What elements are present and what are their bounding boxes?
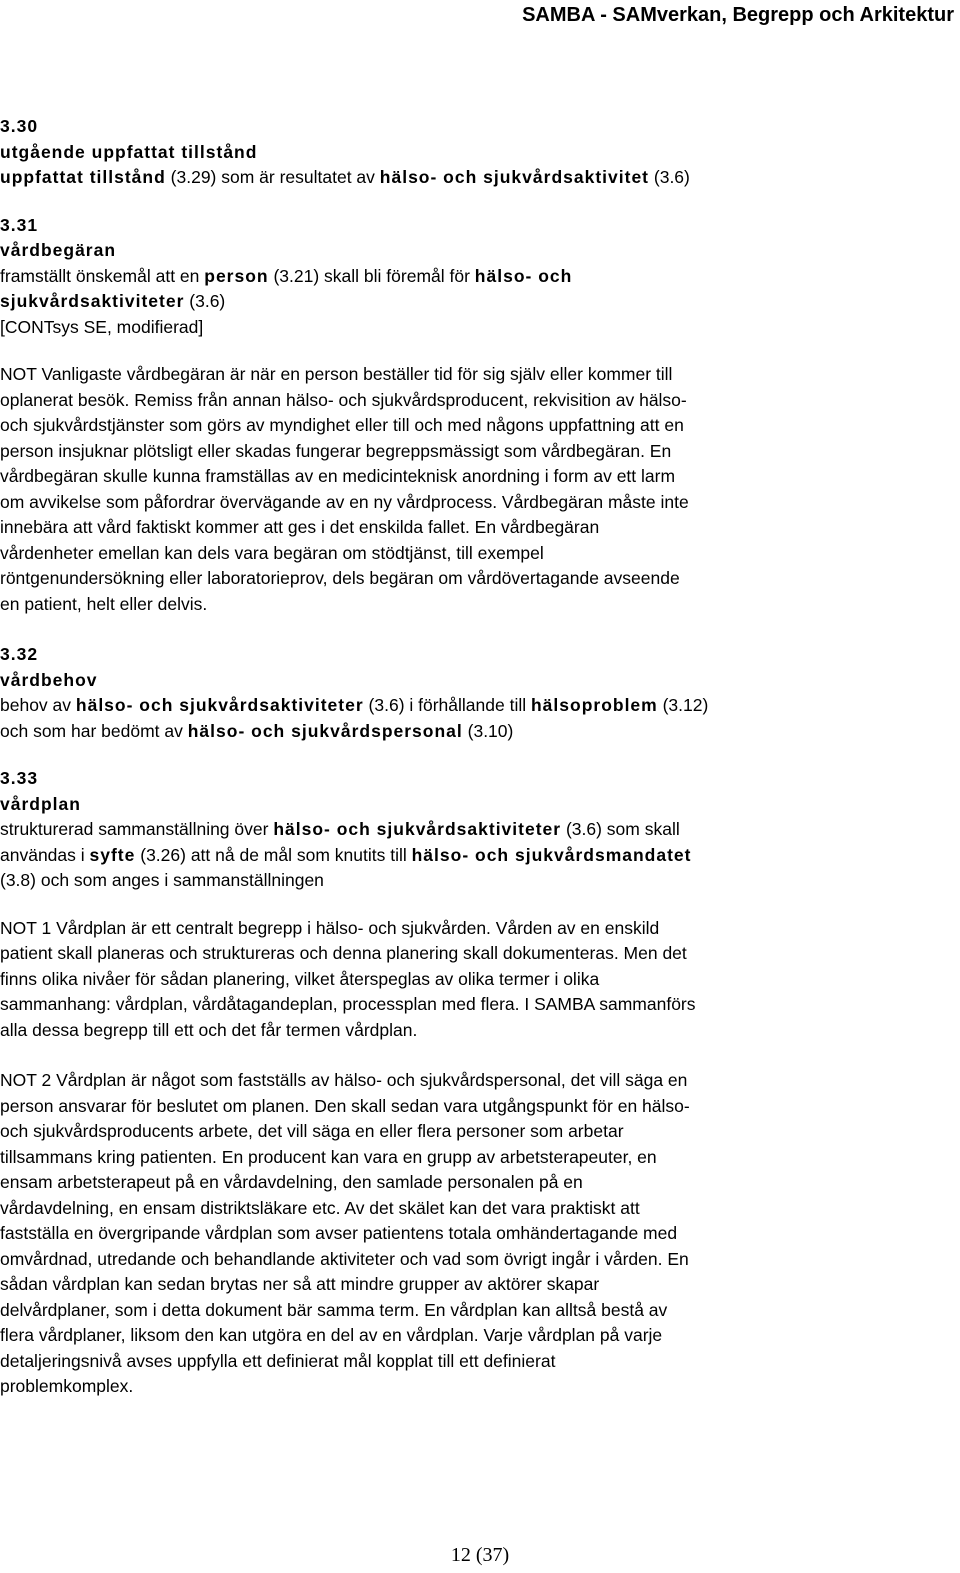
note-line: sammanhang: vårdplan, vårdåtagandeplan, processplan med flera. I SAMBA sammanförs <box>0 994 696 1014</box>
term-number: 3.32 <box>0 644 39 664</box>
definition-line <box>0 719 952 745</box>
term-reference: hälso- och sjukvårdsaktivitet <box>379 167 650 187</box>
note-line: NOT 2 Vårdplan är något som fastställs av hälso- och sjukvårdspersonal, det vill säga en <box>0 1070 688 1090</box>
note-line: en patient, helt eller delvis. <box>0 593 208 614</box>
term-number: 3.31 <box>0 214 39 235</box>
term-entry <box>0 766 952 894</box>
definition-text: (3.6) som skall <box>561 819 680 839</box>
page-number: 12 (37) <box>450 1544 510 1566</box>
note-line: finns olika nivåer för sådan planering, vilket återspeglas av olika termer i olika <box>0 968 600 989</box>
note-line: NOT Vanligaste vårdbegäran är när en person beställer tid för sig själv eller kommer till <box>0 364 673 384</box>
term-heading: utgående uppfattat tillstånd <box>0 141 258 162</box>
term-note <box>0 1068 952 1400</box>
note-line: tillsammans kring patienten. En producent kan vara en grupp av arbetsterapeuter, en <box>0 1146 657 1167</box>
term-reference: hälso- och sjukvårdsaktiviteter <box>273 819 562 839</box>
definition-text: (3.21) skall bli föremål för <box>268 265 475 286</box>
definition-line <box>0 868 952 894</box>
definition-line <box>0 289 952 315</box>
term-reference: uppfattat tillstånd <box>0 167 166 187</box>
term-heading: vårdbehov <box>0 669 98 690</box>
definition-text: [CONTsys SE, modifierad] <box>0 316 204 337</box>
note-line: vårdbegäran skulle kunna framställas av en medicinteknisk anordning i form av ett larm <box>0 466 676 486</box>
definition-text: behov av <box>0 695 76 715</box>
definition-text: (3.6) <box>184 291 226 311</box>
term-number: 3.33 <box>0 768 39 788</box>
definition-line <box>0 693 952 719</box>
note-line: problemkomplex. <box>0 1376 134 1396</box>
definition-text: framställt önskemål att en <box>0 265 205 286</box>
term-reference: hälsoproblem <box>530 695 658 715</box>
term-reference: hälso- och sjukvårdspersonal <box>187 720 463 741</box>
note-line: innebära att vård faktiskt kommer att ges i det enskilda fallet. En vårdbegäran <box>0 517 600 537</box>
note-line: och sjukvårdsproducents arbete, det vill säga en eller flera personer som arbetar <box>0 1121 624 1141</box>
note-line: omvårdnad, utredande och behandlande aktiviteter och vad som övrigt ingår i vården. En <box>0 1248 689 1269</box>
definition-text: (3.10) <box>462 720 514 741</box>
note-line: person insjuknar plötsligt eller skadas fungerar begreppsmässigt som vårdbegäran. En <box>0 440 672 461</box>
term-number: 3.30 <box>0 116 39 136</box>
definition-text: användas i <box>0 844 90 865</box>
definition-text: (3.29) som är resultatet av <box>165 167 380 187</box>
note-line: om avvikelse som påfordrar övervägande av en ny vårdprocess. Vårdbegäran måste inte <box>0 491 689 512</box>
note-line: vårdavdelning, en ensam distriktsläkare etc. Av det skälet kan det vara praktiskt att <box>0 1197 640 1218</box>
definition-line <box>0 817 952 843</box>
definition-text: (3.12) <box>657 695 709 715</box>
note-line: oplanerat besök. Remiss från annan hälso- och sjukvårdsproducent, rekvisition av hälso- <box>0 389 687 410</box>
term-reference: hälso- och <box>474 265 573 286</box>
term-definition <box>0 264 952 341</box>
note-line: flera vårdplaner, liksom den kan utgöra en del av en vårdplan. Varje vårdplan på varje <box>0 1325 663 1345</box>
note-line: röntgenundersökning eller laboratorieprov, dels begäran om vårdövertagande avseende <box>0 568 680 588</box>
note-line: NOT 1 Vårdplan är ett centralt begrepp i hälso- och sjukvården. Vården av en enskild <box>0 917 660 938</box>
note-line: sådan vårdplan kan sedan brytas ner så att mindre grupper av aktörer skapar <box>0 1274 600 1294</box>
note-line: person ansvarar för beslutet om planen. Den skall sedan vara utgångspunkt för en hälso- <box>0 1095 690 1116</box>
term-entry <box>0 213 952 341</box>
definition-text: (3.6) <box>649 167 690 187</box>
term-definition <box>0 817 952 894</box>
note-line: ensam arbetsterapeut på en vårdavdelning, den samlade personalen på en <box>0 1172 583 1192</box>
term-heading: vårdbegäran <box>0 240 117 260</box>
definition-line <box>0 165 952 191</box>
note-line: fastställa en övergripande vårdplan som avser patientens totala omhändertagande med <box>0 1223 678 1243</box>
term-reference: hälso- och sjukvårdsmandatet <box>411 844 692 865</box>
definition-text: (3.6) i förhållande till <box>363 695 531 715</box>
definition-text: strukturerad sammanställning över <box>0 819 274 839</box>
document-header-title: SAMBA - SAMverkan, Begrepp och Arkitektur <box>522 4 954 26</box>
note-line: delvårdplaner, som i detta dokument bär samma term. En vårdplan kan alltså bestå av <box>0 1299 668 1320</box>
term-entry <box>0 114 952 191</box>
term-reference: syfte <box>89 844 136 865</box>
term-definition <box>0 693 952 744</box>
term-reference: hälso- och sjukvårdsaktiviteter <box>75 695 364 715</box>
definition-line <box>0 843 952 869</box>
term-note <box>0 916 952 1044</box>
note-line: detaljeringsnivå avses uppfylla ett definierat mål kopplat till ett definierat <box>0 1350 556 1371</box>
definition-text: (3.8) och som anges i sammanställningen <box>0 870 324 890</box>
term-reference: sjukvårdsaktiviteter <box>0 291 185 311</box>
term-heading: vårdplan <box>0 793 81 814</box>
note-line: och sjukvårdstjänster som görs av myndighet eller till och med någons uppfattning att en <box>0 415 684 435</box>
note-line: patient skall planeras och struktureras och denna planering skall dokumenteras. Men det <box>0 943 687 963</box>
definition-text: och som har bedömt av <box>0 720 188 741</box>
definition-text: (3.26) att nå de mål som knutits till <box>135 844 412 865</box>
note-line: vårdenheter emellan kan dels vara begäran om stödtjänst, till exempel <box>0 542 544 563</box>
term-note <box>0 362 952 617</box>
term-entry <box>0 642 952 744</box>
definition-line <box>0 315 952 341</box>
definition-line <box>0 264 952 290</box>
term-definition <box>0 165 952 191</box>
term-reference: person <box>204 265 269 286</box>
document-body <box>0 114 952 1425</box>
note-line: alla dessa begrepp till ett och det får termen vårdplan. <box>0 1019 418 1040</box>
